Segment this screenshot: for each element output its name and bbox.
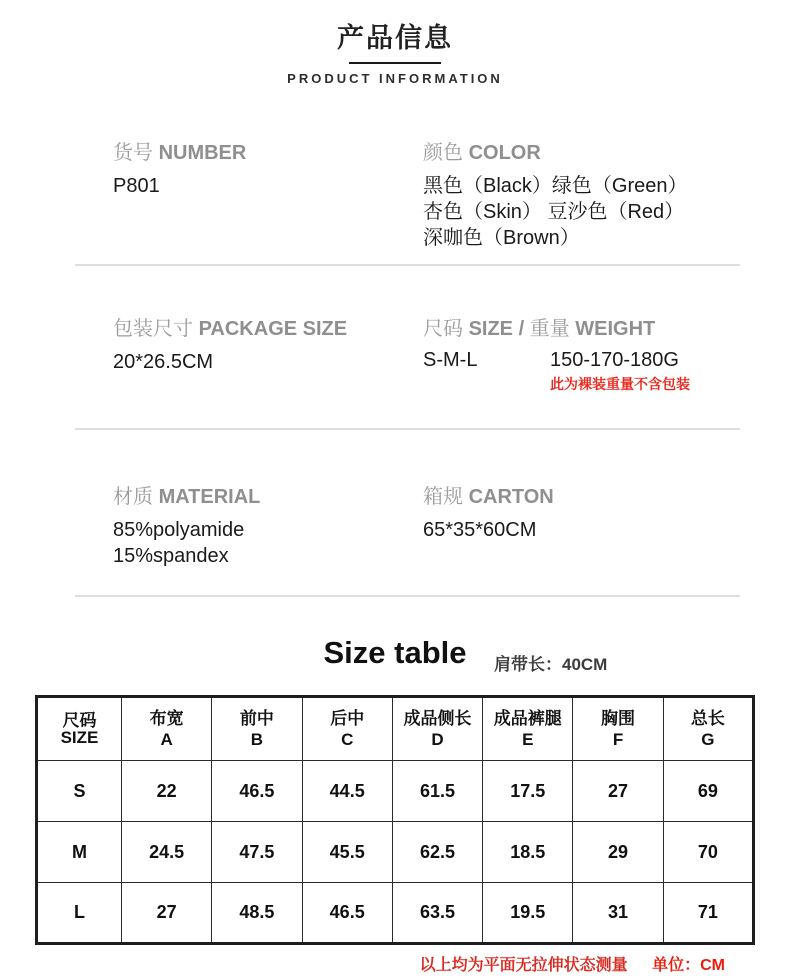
size-weight-block: [423, 316, 750, 394]
page-header: [0, 0, 790, 86]
color-line: 杏色（Skin） 豆沙色（Red）: [423, 201, 685, 223]
measurement-cell: 46.5: [302, 883, 392, 944]
carton-block: [423, 484, 750, 569]
table-row: [37, 883, 754, 944]
measurement-cell: 46.5: [212, 761, 302, 822]
measurement-cell: 29: [573, 822, 663, 883]
material-line: 15%spandex: [113, 545, 229, 567]
size-label-cell: L: [37, 883, 122, 944]
table-row: [37, 761, 754, 822]
size-table-heading: [0, 635, 790, 679]
measurement-cell: 44.5: [302, 761, 392, 822]
number-value: P801: [113, 175, 160, 197]
weight-label-zh: 重量: [529, 318, 570, 340]
size-table-col-header: 成品裤腿 E: [483, 697, 573, 761]
measurement-cell: 27: [573, 761, 663, 822]
material-block: [113, 484, 423, 569]
size-table-col-header: 前中 B: [212, 697, 302, 761]
material-label-en: MATERIAL: [158, 486, 261, 508]
color-block: [423, 140, 750, 251]
footnote-unit: 单位：CM: [652, 957, 725, 974]
carton-value: 65*35*60CM: [423, 519, 537, 541]
size-table-col-header: 尺码 SIZE: [37, 697, 122, 761]
measurement-cell: 27: [122, 883, 212, 944]
package-label-en: PACKAGE SIZE: [198, 318, 348, 340]
info-section-number-color: [0, 140, 790, 251]
measurement-footnote: [35, 952, 755, 975]
title-underline: [349, 62, 441, 64]
package-label-zh: 包装尺寸: [113, 318, 193, 340]
measurement-cell: 18.5: [483, 822, 573, 883]
size-table-head-row: [37, 697, 754, 761]
package-block: [113, 316, 423, 394]
measurement-cell: 48.5: [212, 883, 302, 944]
info-section-material-carton: [0, 484, 790, 569]
measurement-cell: 47.5: [212, 822, 302, 883]
number-label-en: NUMBER: [158, 142, 247, 164]
color-label-en: COLOR: [468, 142, 541, 164]
material-value: [113, 517, 423, 569]
carton-label-zh: 箱规: [423, 486, 463, 508]
measurement-cell: 71: [663, 883, 753, 944]
measurement-cell: 24.5: [122, 822, 212, 883]
carton-label-en: CARTON: [468, 486, 554, 508]
package-value: 20*26.5CM: [113, 351, 214, 373]
table-row: [37, 822, 754, 883]
color-value: [423, 173, 750, 251]
page-subtitle: PRODUCT INFORMATION: [287, 71, 503, 86]
size-label-cell: S: [37, 761, 122, 822]
size-table-title: Size table: [323, 635, 467, 670]
weight-value: 150-170-180G: [550, 349, 679, 371]
size-label-zh: 尺码: [423, 318, 463, 340]
strap-length-note: 肩带长：40CM: [494, 655, 608, 674]
color-label: [423, 140, 750, 166]
size-table-col-header: 胸围 F: [573, 697, 663, 761]
measurement-cell: 17.5: [483, 761, 573, 822]
size-label-cell: M: [37, 822, 122, 883]
footnote-text: 以上均为平面无拉伸状态测量: [419, 957, 628, 974]
size-table-body: [37, 761, 754, 944]
package-label: [113, 316, 423, 342]
section-divider: [75, 428, 740, 430]
page-title: 产品信息: [337, 23, 453, 53]
measurement-cell: 69: [663, 761, 753, 822]
measurement-cell: 19.5: [483, 883, 573, 944]
material-label: [113, 484, 423, 510]
size-value: S-M-L: [423, 349, 478, 371]
weight-label-en: WEIGHT: [575, 318, 656, 340]
number-block: [113, 140, 423, 251]
material-label-zh: 材质: [113, 486, 153, 508]
number-label-zh: 货号: [113, 142, 153, 164]
size-table-col-header: 总长 G: [663, 697, 753, 761]
size-table-col-header: 后中 C: [302, 697, 392, 761]
carton-label: [423, 484, 750, 510]
section-divider: [75, 595, 740, 597]
color-line: 深咖色（Brown）: [423, 227, 580, 249]
size-table-col-header: 布宽 A: [122, 697, 212, 761]
size-table-col-header: 成品侧长 D: [392, 697, 482, 761]
measurement-cell: 63.5: [392, 883, 482, 944]
size-table: [35, 695, 755, 945]
section-divider: [75, 264, 740, 266]
measurement-cell: 61.5: [392, 761, 482, 822]
material-line: 85%polyamide: [113, 519, 245, 541]
measurement-cell: 31: [573, 883, 663, 944]
size-label-en: SIZE /: [468, 318, 525, 340]
color-label-zh: 颜色: [423, 142, 463, 164]
weight-note: 此为裸装重量不含包装: [550, 376, 690, 392]
number-label: [113, 140, 423, 166]
size-weight-values: [423, 349, 750, 372]
measurement-cell: 22: [122, 761, 212, 822]
measurement-cell: 45.5: [302, 822, 392, 883]
info-section-package-weight: [0, 316, 790, 394]
size-weight-label: [423, 316, 750, 342]
measurement-cell: 62.5: [392, 822, 482, 883]
measurement-cell: 70: [663, 822, 753, 883]
color-line: 黑色（Black）绿色（Green）: [423, 175, 688, 197]
